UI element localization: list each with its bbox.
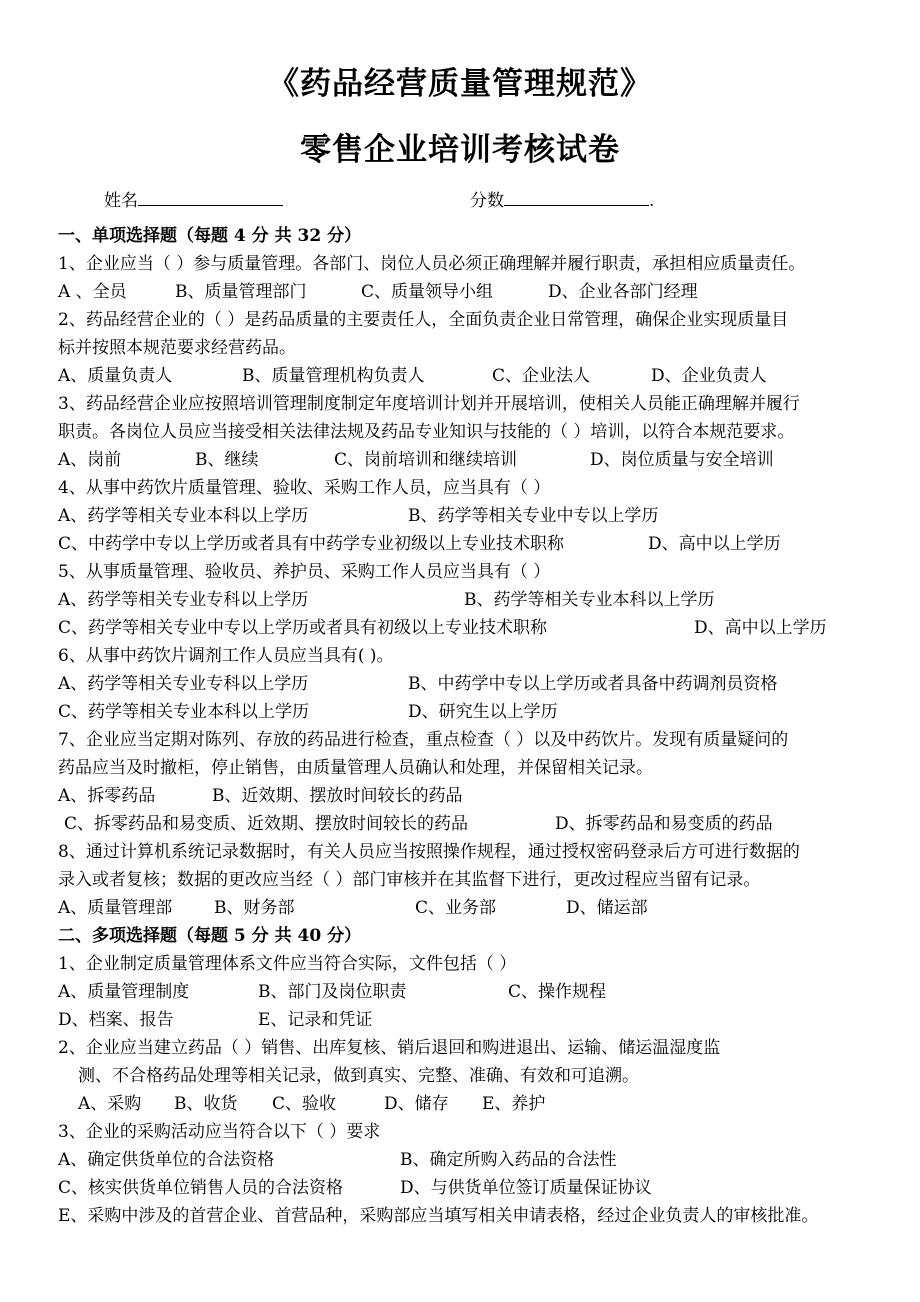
- option: B、收货: [174, 1094, 238, 1114]
- option: C、岗前培训和继续培训: [334, 450, 518, 470]
- option: D、高中以上学历: [694, 618, 827, 638]
- option: B、确定所购入药品的合法性: [400, 1150, 617, 1170]
- option: E、记录和凭证: [258, 1010, 373, 1030]
- option: D、储运部: [566, 898, 648, 918]
- mq2-stem-2: 测、不合格药品处理等相关记录，做到真实、完整、准确、有效和可追溯。: [78, 1066, 639, 1086]
- option: D、研究生以上学历: [408, 702, 558, 722]
- option: C、药学等相关专业本科以上学历: [58, 702, 310, 722]
- option: A、药学等相关专业专科以上学历: [58, 590, 309, 610]
- option: B、中药学中专以上学历或者具备中药调剂员资格: [408, 674, 778, 694]
- option: B、近效期、摆放时间较长的药品: [212, 786, 463, 806]
- option: C、拆零药品和易变质、近效期、摆放时间较长的药品: [64, 814, 469, 834]
- option: A、药学等相关专业本科以上学历: [58, 506, 309, 526]
- option: A、药学等相关专业专科以上学历: [58, 674, 309, 694]
- q4-stem: 4、从事中药饮片质量管理、验收、采购工作人员，应当具有（ ）: [58, 478, 551, 498]
- name-label: 姓名: [104, 191, 138, 211]
- option: B、药学等相关专业中专以上学历: [408, 506, 659, 526]
- option: B、质量管理机构负责人: [242, 366, 425, 386]
- option: D、拆零药品和易变质的药品: [555, 814, 773, 834]
- option: A、拆零药品: [58, 786, 156, 806]
- option: D、与供货单位签订质量保证协议: [400, 1178, 652, 1198]
- option: B、质量管理部门: [175, 282, 307, 302]
- option: C、药学等相关专业中专以上学历或者具有初级以上专业技术职称: [58, 618, 548, 638]
- q7-stem-1: 7、企业应当定期对陈列、存放的药品进行检查，重点检查（ ）以及中药饮片。发现有质量疑问的: [58, 730, 789, 750]
- q2-stem-1: 2、药品经营企业的（ ）是药品质量的主要责任人，全面负责企业日常管理，确保企业实现质量目: [58, 310, 789, 330]
- q3-stem-1: 3、药品经营企业应按照培训管理制度制定年度培训计划并开展培训，使相关人员能正确理解并履行: [58, 394, 800, 414]
- score-label: 分数: [470, 191, 504, 211]
- option: B、部门及岗位职责: [258, 982, 407, 1002]
- mq1-stem: 1、企业制定质量管理体系文件应当符合实际，文件包括（ ）: [58, 954, 517, 974]
- option: D、企业各部门经理: [548, 282, 698, 302]
- option: A、质量负责人: [58, 366, 173, 386]
- exam-subtitle: 零售企业培训考核试卷: [300, 132, 620, 168]
- q8-stem-1: 8、通过计算机系统记录数据时，有关人员应当按照操作规程，通过授权密码登录后方可进行数据的: [58, 842, 800, 862]
- option: D、档案、报告: [58, 1010, 174, 1030]
- option: B、药学等相关专业本科以上学历: [464, 590, 715, 610]
- mq3-option-e: E、采购中涉及的首营企业、首营品种，采购部应当填写相关申请表格，经过企业负责人的审核批准。: [58, 1206, 819, 1226]
- option: A、质量管理制度: [58, 982, 190, 1002]
- option: A、确定供货单位的合法资格: [58, 1150, 275, 1170]
- name-field: [104, 189, 283, 212]
- option: D、储存: [384, 1094, 449, 1114]
- q5-stem: 5、从事质量管理、验收员、养护员、采购工作人员应当具有（ ）: [58, 562, 551, 582]
- q6-stem: 6、从事中药饮片调剂工作人员应当具有( )。: [58, 646, 394, 666]
- option: C、操作规程: [508, 982, 607, 1002]
- section1-heading: 一、单项选择题（每题 4 分 共 32 分）: [58, 226, 362, 246]
- option: C、核实供货单位销售人员的合法资格: [58, 1178, 344, 1198]
- option: B、财务部: [214, 898, 295, 918]
- exam-title: 《药品经营质量管理规范》: [268, 66, 652, 102]
- name-blank: [138, 189, 283, 206]
- q3-stem-2: 职责。各岗位人员应当接受相关法律法规及药品专业知识与技能的（ ）培训，以符合本规范要求。: [58, 422, 795, 442]
- option: C、业务部: [415, 898, 497, 918]
- q2-stem-2: 标并按照本规范要求经营药品。: [58, 338, 296, 358]
- option: D、高中以上学历: [648, 534, 781, 554]
- option: C、中药学中专以上学历或者具有中药学专业初级以上专业技术职称: [58, 534, 565, 554]
- option: E、养护: [482, 1094, 546, 1114]
- option: C、验收: [272, 1094, 337, 1114]
- mq3-stem: 3、企业的采购活动应当符合以下（ ）要求: [58, 1122, 381, 1142]
- option: A、采购: [78, 1094, 142, 1114]
- q8-stem-2: 录入或者复核；数据的更改应当经（ ）部门审核并在其监督下进行，更改过程应当留有记录。: [58, 870, 761, 890]
- option: A 、全员: [58, 282, 127, 302]
- option: D、岗位质量与安全培训: [590, 450, 774, 470]
- q7-stem-2: 药品应当及时撤柜，停止销售，由质量管理人员确认和处理，并保留相关记录。: [58, 758, 653, 778]
- option: C、质量领导小组: [361, 282, 494, 302]
- section2-heading: 二、多项选择题（每题 5 分 共 40 分）: [58, 926, 362, 946]
- option: A、岗前: [58, 450, 122, 470]
- option: D、企业负责人: [651, 366, 767, 386]
- mq2-stem-1: 2、企业应当建立药品（ ）销售、出库复核、销后退回和购进退出、运输、储运温湿度监: [58, 1038, 721, 1058]
- option: B、继续: [195, 450, 259, 470]
- q1-stem: 1、企业应当（ ）参与质量管理。各部门、岗位人员必须正确理解并履行职责，承担相应质量责任。: [58, 254, 806, 274]
- score-field: 分数 .: [470, 191, 655, 211]
- option: C、企业法人: [492, 366, 591, 386]
- score-blank: [504, 189, 649, 206]
- option: A、质量管理部: [58, 898, 173, 918]
